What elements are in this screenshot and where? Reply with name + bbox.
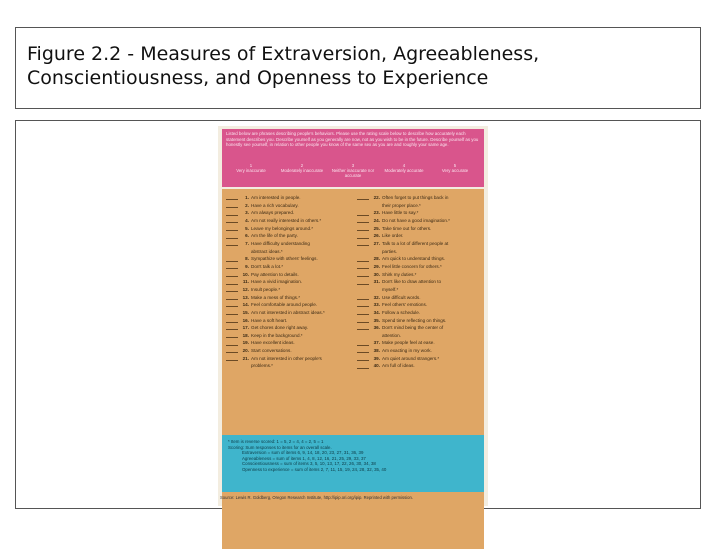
item-text: attention. [382,332,401,338]
scoring-line: Openness to experience = sum of items 2, 7, 11, 15, 19, 24, 28, 32, 35, 40 [242,466,387,472]
item-text: abstract ideas.* [251,248,283,254]
item-text: Spend time reflecting on things. [382,317,447,323]
questionnaire-item [226,294,351,302]
questionnaire-item [357,317,482,325]
response-blank [357,318,369,323]
slide-title: Figure 2.2 - Measures of Extraversion, Agreeableness, Conscientiousness, and Openness to Experience [27,43,540,89]
item-text: Am interested in people. [251,195,301,200]
response-blank [357,264,369,269]
response-blank [226,318,238,323]
response-blank [226,234,238,239]
questionnaire-item [226,240,351,248]
response-blank [226,295,238,300]
response-blank [357,325,369,330]
questionnaire-item [226,232,351,240]
instructions-text: Listed below are phrases describing people's behaviors. Please use the rating scale below to describe how accurately each statement describes you. Describe yourself as you generally are now, not as you wish to be in the future. Describe yourself as you honestly see yourself, in relation to other people you know of the same sex as you are and roughly your same age. [226,131,479,148]
response-blank [226,356,238,361]
scoring-line: Conscientiousness = sum of items 3, 5, 10, 13, 17, 22, 26, 30, 34, 38 [242,461,376,467]
response-blank [226,226,238,231]
response-blank [357,295,369,300]
item-number: 39. [373,355,380,361]
questionnaire-item [226,217,351,225]
response-blank [357,226,369,231]
item-text: Have a soft heart. [251,317,288,323]
item-text: their proper place.* [382,202,421,208]
scoring-line: Extraversion = sum of items 6, 9, 14, 18, 20, 23, 27, 31, 36, 39 [242,450,364,456]
scoring-label: Scoring: Sum responses to items for an overall scale. [228,444,332,450]
item-text: Don't talk a lot.* [251,263,284,269]
item-number: 6. [245,233,249,239]
item-number: 5. [245,225,249,231]
questionnaire-item [226,263,351,271]
item-number: 14. [242,302,249,308]
item-text: Talk to a lot of different people at [382,240,449,246]
questionnaire-item [357,248,482,256]
item-text: Am the life of the party. [251,233,298,239]
questionnaire-item [357,294,482,302]
response-blank [357,341,369,346]
title-box [15,27,701,109]
item-number: 8. [245,256,249,262]
item-number: 9. [245,263,249,269]
item-text: Get chores done right away. [251,325,309,331]
item-number: 2. [245,202,249,208]
response-blank [226,272,238,277]
item-text: Like order. [382,233,404,239]
response-blank [357,356,369,361]
scale-label: Very accurate [441,168,469,173]
response-blank [226,341,238,346]
questionnaire-item [357,240,482,248]
item-number: 29. [373,263,380,269]
scale-option [226,163,276,173]
item-number: 38. [373,348,380,354]
questionnaire-item [357,271,482,279]
scale-option [328,163,378,178]
item-number: 33. [373,302,380,308]
item-text: Have a rich vocabulary. [251,202,299,208]
questionnaire-item [357,217,482,225]
items-column-right [357,194,482,370]
item-number: 12. [242,286,249,292]
questionnaire-item [357,225,482,233]
item-text: parties. [382,248,398,254]
item-number: 15. [242,309,249,315]
response-blank [357,348,369,353]
response-blank [226,257,238,262]
scale-number: 1 [249,163,253,168]
questionnaire-item [357,339,482,347]
response-blank [226,302,238,307]
item-text: Use difficult words. [382,294,421,300]
scale-label: Moderately accurate [384,168,424,173]
scale-option [277,163,327,173]
questionnaire-item [357,362,482,370]
item-number: 7. [245,240,249,246]
scale-number: 2 [300,163,304,168]
item-number: 10. [242,271,249,277]
scale-number: 5 [453,163,457,168]
questionnaire-item [357,278,482,286]
item-number: 23. [373,210,380,216]
response-blank [357,302,369,307]
item-number: 32. [373,294,380,300]
questionnaire-item [357,301,482,309]
reverse-score-note: * Item is reverse scored: 1 = 5, 2 = 4, 4 = 2, 5 = 1 [228,439,324,444]
item-text: Am quiet around strangers.* [382,355,440,361]
questionnaire-image [218,126,488,506]
item-text: Often forget to put things back in [382,195,449,200]
questionnaire-item [357,255,482,263]
questionnaire-item [357,209,482,217]
rating-scale [226,163,480,185]
questionnaire-item [357,309,482,317]
item-number: 30. [373,271,380,277]
questionnaire-item [226,255,351,263]
questionnaire-item [226,209,351,217]
questionnaire-item [357,286,482,294]
item-number: 13. [242,294,249,300]
item-text: Feel comfortable around people. [251,302,318,308]
response-blank [226,280,238,285]
item-number: 35. [373,317,380,323]
scale-option [430,163,480,173]
item-text: Feel little concern for others.* [382,263,442,269]
response-blank [226,211,238,216]
item-text: Have little to say.* [382,210,419,216]
item-text: Am not interested in other people's [251,355,322,361]
response-blank [226,264,238,269]
item-number: 40. [373,363,380,369]
response-blank [226,287,238,292]
questionnaire-item [226,309,351,317]
instructions-panel [222,129,484,187]
item-text: Have excellent ideas. [251,340,295,346]
questionnaire-item [226,248,351,256]
response-blank [357,218,369,223]
questionnaire-item [226,355,351,363]
item-text: Am quick to understand things. [382,256,446,262]
item-number: 22. [373,195,380,200]
item-text: Take time out for others. [382,225,432,231]
item-text: Have difficulty understanding [251,240,310,246]
response-blank [226,203,238,208]
questionnaire-item [226,194,351,202]
questionnaire-item [357,332,482,340]
item-text: Have a vivid imagination. [251,279,303,285]
response-blank [357,272,369,277]
item-text: Am not really interested in others.* [251,217,322,223]
scoring-line: Agreeableness = sum of items 1, 4, 8, 12, 16, 21, 25, 29, 33, 37 [242,455,366,461]
scale-label: Moderately inaccurate [280,168,324,173]
questionnaire-item [357,194,482,202]
item-text: Pay attention to details. [251,271,299,277]
item-number: 17. [242,325,249,331]
item-number: 4. [245,217,249,223]
response-blank [357,310,369,315]
item-number: 3. [245,210,249,216]
item-text: Do not have a good imagination.* [382,217,450,223]
scale-number: 3 [351,163,355,168]
questionnaire-item [226,332,351,340]
response-blank [226,241,238,246]
questionnaire-item [357,347,482,355]
item-text: Follow a schedule. [382,309,421,315]
response-blank [357,234,369,239]
questionnaire-item [226,286,351,294]
item-number: 36. [373,325,380,331]
response-blank [357,241,369,246]
items-column-left [226,194,351,370]
questionnaire-item [357,324,482,332]
response-blank [226,195,238,200]
questionnaire-item [226,317,351,325]
response-blank [226,325,238,330]
item-number: 27. [373,240,380,246]
item-text: Am always prepared. [251,210,295,216]
questionnaire-item [357,202,482,210]
item-number: 34. [373,309,380,315]
questionnaire-item [226,301,351,309]
item-number: 20. [242,348,249,354]
response-blank [357,195,369,200]
item-text: Leave my belongings around.* [251,225,314,231]
response-blank [357,280,369,285]
questionnaire-item [226,271,351,279]
item-number: 25. [373,225,380,231]
scale-label: Very inaccurate [236,168,266,173]
item-number: 16. [242,317,249,323]
item-text: Am full of ideas. [382,363,415,369]
questionnaire-item [357,232,482,240]
item-text: Keep in the background.* [251,332,303,338]
item-text: Don't mind being the center of [382,325,444,331]
item-text: Am exacting in my work. [382,348,432,354]
item-number: 28. [373,256,380,262]
item-text: Make people feel at ease. [382,340,435,346]
response-blank [226,333,238,338]
questionnaire-item [226,362,351,370]
questionnaire-item [226,278,351,286]
item-text: Don't like to draw attention to [382,279,442,285]
item-number: 11. [242,279,249,285]
response-blank [226,310,238,315]
item-number: 1. [245,195,249,200]
item-number: 26. [373,233,380,239]
response-blank [226,348,238,353]
item-text: Insult people.* [251,286,281,292]
response-blank [226,218,238,223]
scale-option [379,163,429,173]
item-text: problems.* [251,363,273,369]
item-text: Sympathize with others' feelings. [251,256,318,262]
item-number: 18. [242,332,249,338]
scale-label: Neither inaccurate nor accurate [331,168,375,178]
questionnaire-item [226,202,351,210]
item-number: 21. [242,355,249,361]
item-text: Make a mess of things.* [251,294,301,300]
item-text: Am not interested in abstract ideas.* [251,309,325,315]
questionnaire-item [357,263,482,271]
item-number: 31. [373,279,380,285]
scoring-panel [222,435,484,492]
item-text: Feel others' emotions. [382,302,428,308]
scale-number: 4 [402,163,406,168]
item-number: 24. [373,217,380,223]
response-blank [357,211,369,216]
questionnaire-item [226,339,351,347]
questionnaire-item [226,347,351,355]
source-citation: Source: Lewis R. Goldberg, Oregon Research Institute, http://ipip.ori.org/ipip. Reprinted with permission. [220,495,413,500]
item-number: 19. [242,340,249,346]
item-text: Shirk my duties.* [382,271,417,277]
questionnaire-item [226,324,351,332]
questionnaire-item [357,355,482,363]
item-text: myself.* [382,286,399,292]
item-number: 37. [373,340,380,346]
response-blank [357,257,369,262]
response-blank [357,364,369,369]
item-text: Start conversations. [251,348,292,354]
questionnaire-item [226,225,351,233]
